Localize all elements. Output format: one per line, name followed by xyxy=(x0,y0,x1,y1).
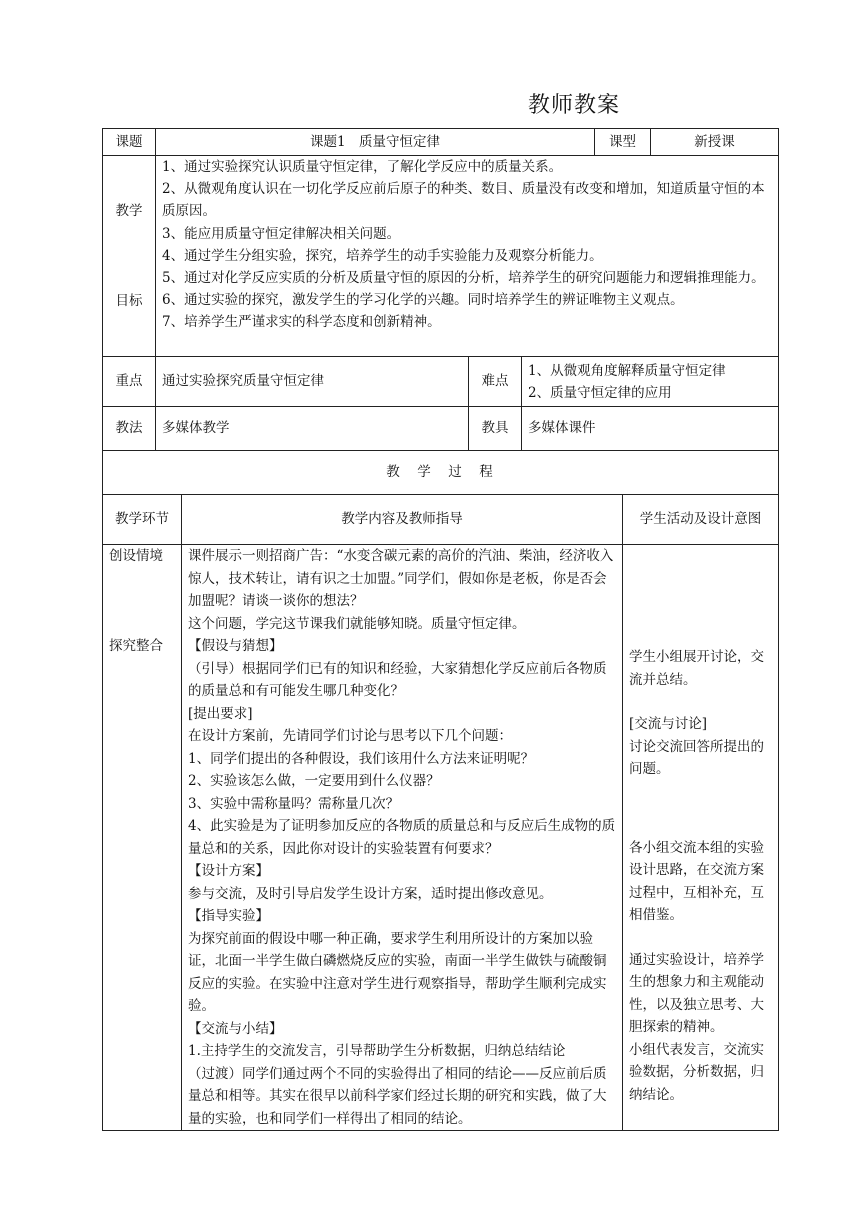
content-para: 【设计方案】 xyxy=(188,863,269,879)
page-title: 教师教案 xyxy=(528,93,621,118)
goal-item: 5、通过对化学反应实质的分析及质量守恒的原因的分析，培养学生的研究问题能力和逻辑推理能力。 xyxy=(162,270,765,287)
goal-item: 6、通过实验的探究，激发学生的学习化学的兴趣。同时培养学生的辨证唯物主义观点。 xyxy=(162,292,684,309)
content-para: （过渡）同学们通过两个不同的实验得出了相同的结论——反应前后质量总和相等。其实在很早以前科学家们经过长期的研究和实践，做了大量的实验，也和同学们一样得出了相同的结论。 xyxy=(188,1065,607,1127)
difficult-point-value xyxy=(522,357,779,407)
process-title: 教 学 过 程 xyxy=(103,451,779,495)
key-point-value: 通过实验探究质量守恒定律 xyxy=(156,357,469,407)
student-para: 各小组交流本组的实验设计思路，在交流方案过程中，互相补充，互相借鉴。 xyxy=(629,839,764,923)
goal-item: 7、培养学生严谨求实的科学态度和创新精神。 xyxy=(162,314,441,331)
col-content-header: 教学内容及教师指导 xyxy=(182,495,623,545)
goals-label-cell xyxy=(103,156,156,357)
goal-item: 1、通过实验探究认识质量守恒定律，了解化学反应中的质量关系。 xyxy=(162,159,563,175)
goal-item: 4、通过学生分组实验，探究，培养学生的动手实验能力及观察分析能力。 xyxy=(162,247,603,264)
difficult-item: 1、从微观角度解释质量守恒定律 xyxy=(528,362,726,379)
content-para: 3、实验中需称量吗？需称量几次？ xyxy=(188,795,400,812)
goals-label-top: 教学 xyxy=(115,203,143,219)
content-para: 4、此实验是为了证明参加反应的各物质的质量总和与反应后生成物的质量总和的关系，因此你对设计的实验装置有何要求？ xyxy=(188,818,616,857)
content-para: 【交流与小结】 xyxy=(188,1020,283,1037)
lesson-header-table xyxy=(102,128,779,156)
stage-cell xyxy=(103,545,182,1131)
process-table xyxy=(102,494,779,1131)
content-para: [提出要求] xyxy=(188,705,253,722)
tools-value: 多媒体课件 xyxy=(522,407,779,451)
topic-label: 课题 xyxy=(103,129,156,156)
student-para: 小组代表发言，交流实验数据，分析数据，归纳结论。 xyxy=(629,1041,764,1103)
difficult-item: 2、质量守恒定律的应用 xyxy=(528,384,672,401)
tools-label: 教具 xyxy=(469,407,522,451)
content-para: 为探究前面的假设中哪一种正确，要求学生利用所设计的方案加以验证，北面一半学生做白磷燃烧反应的实验，南面一半学生做铁与硫酸铜反应的实验。在实验中注意对学生进行观察指导，帮助学生顺利完成实验。 xyxy=(188,930,607,1014)
content-para: 参与交流，及时引导启发学生设计方案，适时提出修改意见。 xyxy=(188,885,553,902)
key-point-label: 重点 xyxy=(103,357,156,407)
col-student-header: 学生活动及设计意图 xyxy=(623,495,779,545)
difficult-point-label: 难点 xyxy=(469,357,522,407)
stage-item: 创设情境 xyxy=(109,548,163,564)
content-para: 这个问题，学完这节课我们就能够知晓。质量守恒定律。 xyxy=(188,615,526,632)
goal-item: 2、从微观角度认识在一切化学反应前后原子的种类、数目、质量没有改变和增加，知道质量守恒的本质原因。 xyxy=(162,181,765,220)
type-label: 课型 xyxy=(595,129,651,156)
method-label: 教法 xyxy=(103,407,156,451)
type-value: 新授课 xyxy=(651,129,779,156)
focus-methods-table xyxy=(102,356,779,495)
student-para: 讨论交流回答所提出的问题。 xyxy=(629,738,764,777)
goals-label-bottom: 目标 xyxy=(115,293,143,309)
student-para: [交流与讨论] xyxy=(629,716,708,732)
content-para: 【指导实验】 xyxy=(188,908,269,924)
method-value: 多媒体教学 xyxy=(156,407,469,451)
topic-value: 课题1 质量守恒定律 xyxy=(156,129,595,156)
col-stage-header: 教学环节 xyxy=(103,495,182,545)
content-para: 在设计方案前，先请同学们讨论与思考以下几个问题： xyxy=(188,728,512,744)
content-para: 1.主持学生的交流发言，引导帮助学生分析数据，归纳总结结论 xyxy=(188,1043,566,1059)
stage-item: 探究整合 xyxy=(109,638,163,654)
student-cell xyxy=(623,545,779,1131)
goal-item: 3、能应用质量守恒定律解决相关问题。 xyxy=(162,225,401,242)
content-para: 课件展示一则招商广告：“水变含碳元素的高价的汽油、柴油，经济收入惊人，技术转让，请有识之士加盟。”同学们，假如你是老板，你是否会加盟呢？请谈一谈你的想法？ xyxy=(188,548,614,609)
goals-content xyxy=(156,156,779,357)
goals-table xyxy=(102,155,779,357)
content-cell xyxy=(182,545,623,1131)
content-para: 【假设与猜想】 xyxy=(188,638,283,654)
content-para: 2、实验该怎么做，一定要用到什么仪器？ xyxy=(188,773,440,789)
student-para: 通过实验设计，培养学生的想象力和主观能动性，以及独立思考、大胆探索的精神。 xyxy=(629,951,764,1035)
content-para: 1、同学们提出的各种假设，我们该用什么方法来证明呢？ xyxy=(188,750,535,767)
student-para: 学生小组展开讨论，交流并总结。 xyxy=(629,649,764,688)
content-para: （引导）根据同学们已有的知识和经验，大家猜想化学反应前后各物质的质量总和有可能发生哪几种变化？ xyxy=(188,660,607,699)
